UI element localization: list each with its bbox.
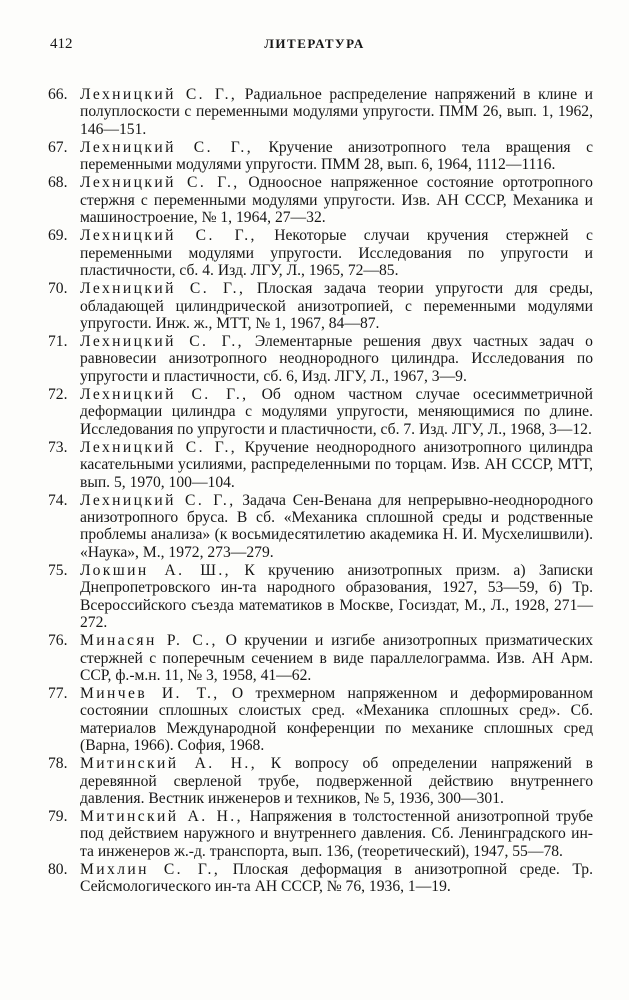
reference-author: Митинский А. Н., [80, 808, 243, 826]
reference-item [48, 86, 593, 138]
reference-author: Михлин С. Г., [80, 861, 221, 879]
reference-author: Лехницкий С. Г., [80, 386, 249, 404]
reference-author: Минчев И. Т., [80, 685, 220, 703]
reference-author: Лехницкий С. Г., [80, 174, 240, 192]
reference-item [48, 333, 593, 385]
reference-number: 72. [48, 386, 68, 404]
reference-item [48, 227, 593, 279]
reference-text: Плоская деформация в анизотропной среде. Тр. Сейсмологического ин-та АН СССР, № 76, 1936, 1—19. [80, 861, 593, 896]
reference-number: 77. [48, 685, 68, 703]
reference-number: 79. [48, 808, 68, 826]
reference-text: Кручение анизотропного тела вращения с переменными модулями упругости. ПММ 28, вып. 6, 1964, 1112—1116. [80, 138, 593, 174]
reference-text: О трехмерном напряженном и деформированном состоянии сплошных слоистых сред. «Механика сплошных сред». Сб. материалов Международной конференции по механике сплошных сред (Варна, 1966). София, 1968. [80, 685, 593, 754]
reference-text: Напряжения в толстостенной анизотропной трубе под действием наружного и внутреннего давления. Сб. Ленинградского ин-та инженеров ж.-д. транспорта, вып. 136, (теоретический), 1947, 55—78. [80, 808, 593, 860]
reference-text: Кручение неоднородного анизотропного цилиндра касательными усилиями, распределенными по торцам. Изв. АН СССР, МТТ, вып. 5, 1970, 100—104. [80, 438, 593, 491]
reference-author: Митинский А. Н., [80, 755, 258, 773]
reference-item [48, 861, 593, 896]
reference-number: 69. [48, 227, 68, 245]
reference-item [48, 386, 593, 438]
reference-number: 73. [48, 438, 68, 456]
reference-text: Одноосное напряженное состояние ортотропного стержня с переменными модулями упругости. Изв. АН СССР, Механика и машиностроение, № 1, 1964, 27—32. [80, 174, 593, 227]
reference-item [48, 174, 593, 226]
reference-text: К вопросу об определении напряжений в деревянной сверленой трубе, подверженной действию внутреннего давления. Вестник инженеров и техников, № 5, 1936, 300—301. [80, 755, 594, 807]
reference-item [48, 439, 593, 491]
reference-item [48, 632, 593, 684]
reference-text: Элементарные решения двух частных задач о равновесии анизотропного неоднородного цилиндра. Исследования по упругости и пластичности, сб. 6, Изд. ЛГУ, Л., 1967, 3—9. [80, 333, 593, 385]
reference-text: Плоская задача теории упругости для среды, обладающей цилиндрической анизотропией, с переменными модулями упругости. Инж. ж., МТТ, № 1, 1967, 84—87. [80, 280, 593, 332]
reference-item [48, 280, 593, 332]
reference-text: К кручению анизотропных призм. а) Записки Днепропетровского ин-та народного образования, 1927, 53—59, б) Тр. Всероссийского съезда математиков в Москве, Госиздат, М., Л., 1928, 271—272. [80, 562, 593, 631]
reference-author: Лехницкий С. Г., [80, 438, 238, 456]
running-title: ЛИТЕРАТУРА [264, 36, 365, 51]
reference-item [48, 755, 593, 807]
reference-item [48, 139, 593, 174]
reference-text: Задача Сен-Венана для непрерывно-неоднородного анизотропного бруса. В сб. «Механика сплошной среды и родственные проблемы анализа» (к восьмидесятилетию академика Н. И. Мусхелишвили). «Наука», М., 1972, 273—279. [80, 491, 593, 561]
reference-text: Некоторые случаи кручения стержней с переменными модулями упругости. Исследования по упругости и пластичности, сб. 4. Изд. ЛГУ, Л., 1965, 72—85. [80, 227, 593, 279]
reference-item [48, 685, 593, 754]
page-number: 412 [50, 36, 73, 52]
reference-author: Лехницкий С. Г., [80, 138, 254, 156]
reference-number: 75. [48, 562, 68, 580]
reference-item [48, 562, 593, 631]
reference-author: Лехницкий С. Г., [80, 280, 246, 298]
page-header [50, 36, 579, 58]
reference-author: Лехницкий С. Г., [80, 227, 257, 245]
reference-author: Лехницкий С. Г., [80, 491, 236, 509]
reference-list [48, 86, 593, 897]
reference-author: Локшин А. Ш., [80, 562, 231, 580]
reference-text: О кручении и изгибе анизотропных призматических стержней с поперечным сечением в виде параллелограмма. Изв. АН Арм. ССР, ф.-м.н. 11, № 3, 1958, 41—62. [80, 632, 593, 684]
reference-number: 68. [48, 174, 68, 192]
reference-number: 66. [48, 86, 68, 103]
reference-item [48, 808, 593, 860]
reference-number: 78. [48, 755, 68, 773]
reference-number: 70. [48, 280, 68, 298]
reference-number: 74. [48, 491, 68, 509]
reference-number: 71. [48, 333, 68, 351]
reference-text: Радиальное распределение напряжений в клине и полуплоскости с переменными модулями упругости. ПММ 26, вып. 1, 1962, 146—151. [80, 86, 593, 138]
reference-item [48, 492, 593, 561]
reference-number: 80. [48, 861, 68, 879]
reference-text: Об одном частном случае осесимметричной деформации цилиндра с модулями упругости, меняющимися по длине. Исследования по упругости и пластичности, сб. 7. Изд. ЛГУ, Л., 1968, 3—12. [80, 386, 593, 438]
reference-author: Минасян Р. С., [80, 632, 218, 650]
reference-author: Лехницкий С. Г., [80, 86, 238, 103]
reference-author: Лехницкий С. Г., [80, 333, 244, 351]
reference-number: 67. [48, 138, 68, 156]
reference-number: 76. [48, 632, 68, 650]
